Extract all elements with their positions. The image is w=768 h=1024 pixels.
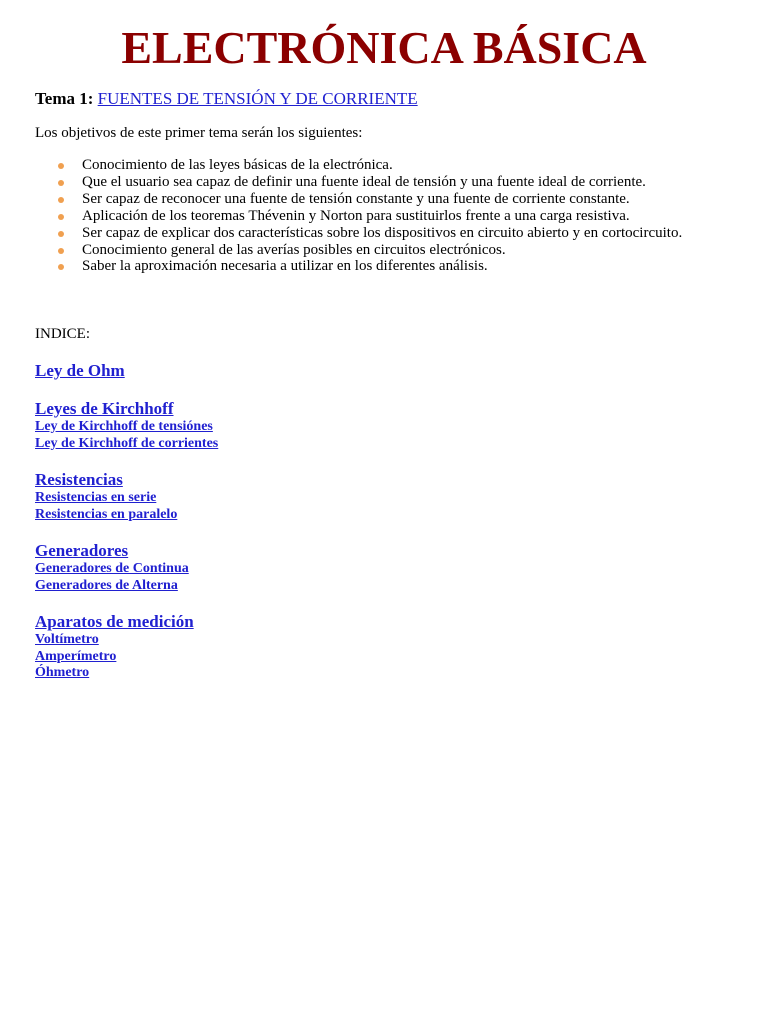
tema-heading [35,88,418,110]
objective-text: Conocimiento general de las averías posibles en circuitos electrónicos. [82,241,506,258]
objective-text: Ser capaz de reconocer una fuente de tensión constante y una fuente de corriente constante. [82,190,630,207]
index-sublink-resistencias-serie[interactable]: Resistencias en serie [35,490,157,505]
tema-link[interactable]: FUENTES DE TENSIÓN Y DE CORRIENTE [97,89,418,108]
objective-text: Conocimiento de las leyes básicas de la electrónica. [82,157,393,173]
bullet-icon [58,180,64,186]
objective-item [58,208,682,225]
index-group-aparatos [35,611,218,682]
index-group-kirchhoff [35,398,218,452]
intro-text: Los objetivos de este primer tema serán los siguientes: [35,125,363,141]
objective-text: Que el usuario sea capaz de definir una fuente ideal de tensión y una fuente ideal de corriente. [82,173,646,190]
objective-text: Saber la aproximación necesaria a utilizar en los diferentes análisis. [82,258,488,275]
page-title: ELECTRÓNICA BÁSICA [121,22,647,73]
bullet-icon [58,214,64,220]
index-sublink-resistencias-paralelo[interactable]: Resistencias en paralelo [35,506,178,522]
index-group-generadores [35,540,218,594]
index-sublink-kirchhoff-tensiones[interactable]: Ley de Kirchhoff de tensiónes [35,419,213,434]
tema-prefix: Tema 1: [35,89,94,108]
index-label: INDICE: [35,326,90,342]
objective-item [58,174,682,191]
objective-item [58,157,682,174]
bullet-icon [58,197,64,203]
index-sublink-ohmetro[interactable]: Óhmetro [35,665,90,680]
bullet-icon [58,264,64,270]
index-sublink-amperimetro[interactable]: Amperímetro [35,648,117,664]
index-link-ley-de-ohm[interactable]: Ley de Ohm [35,361,125,380]
objective-item [58,258,682,275]
index-sublink-generadores-continua[interactable]: Generadores de Continua [35,561,189,576]
index-link-resistencias[interactable]: Resistencias [35,470,123,489]
index-list [35,360,218,699]
objective-text: Aplicación de los teoremas Thévenin y Norton para sustituirlos frente a una carga resistiva. [82,207,630,224]
index-link-generadores[interactable]: Generadores [35,541,129,560]
index-sublink-kirchhoff-corrientes[interactable]: Ley de Kirchhoff de corrientes [35,435,219,451]
objective-item [58,242,682,259]
index-link-aparatos-de-medicion[interactable]: Aparatos de medición [35,612,194,631]
bullet-icon [58,248,64,254]
objective-text: Ser capaz de explicar dos características sobre los dispositivos en circuito abierto y en cortocircuito. [82,224,683,241]
objectives-list [58,157,682,275]
index-link-leyes-de-kirchhoff[interactable]: Leyes de Kirchhoff [35,399,174,418]
index-group-resistencias [35,469,218,523]
bullet-icon [58,231,64,237]
index-group-ohm [35,360,218,381]
bullet-icon [58,163,64,169]
objective-item [58,225,682,242]
index-sublink-voltimetro[interactable]: Voltímetro [35,632,99,647]
objective-item [58,191,682,208]
index-sublink-generadores-alterna[interactable]: Generadores de Alterna [35,577,178,593]
